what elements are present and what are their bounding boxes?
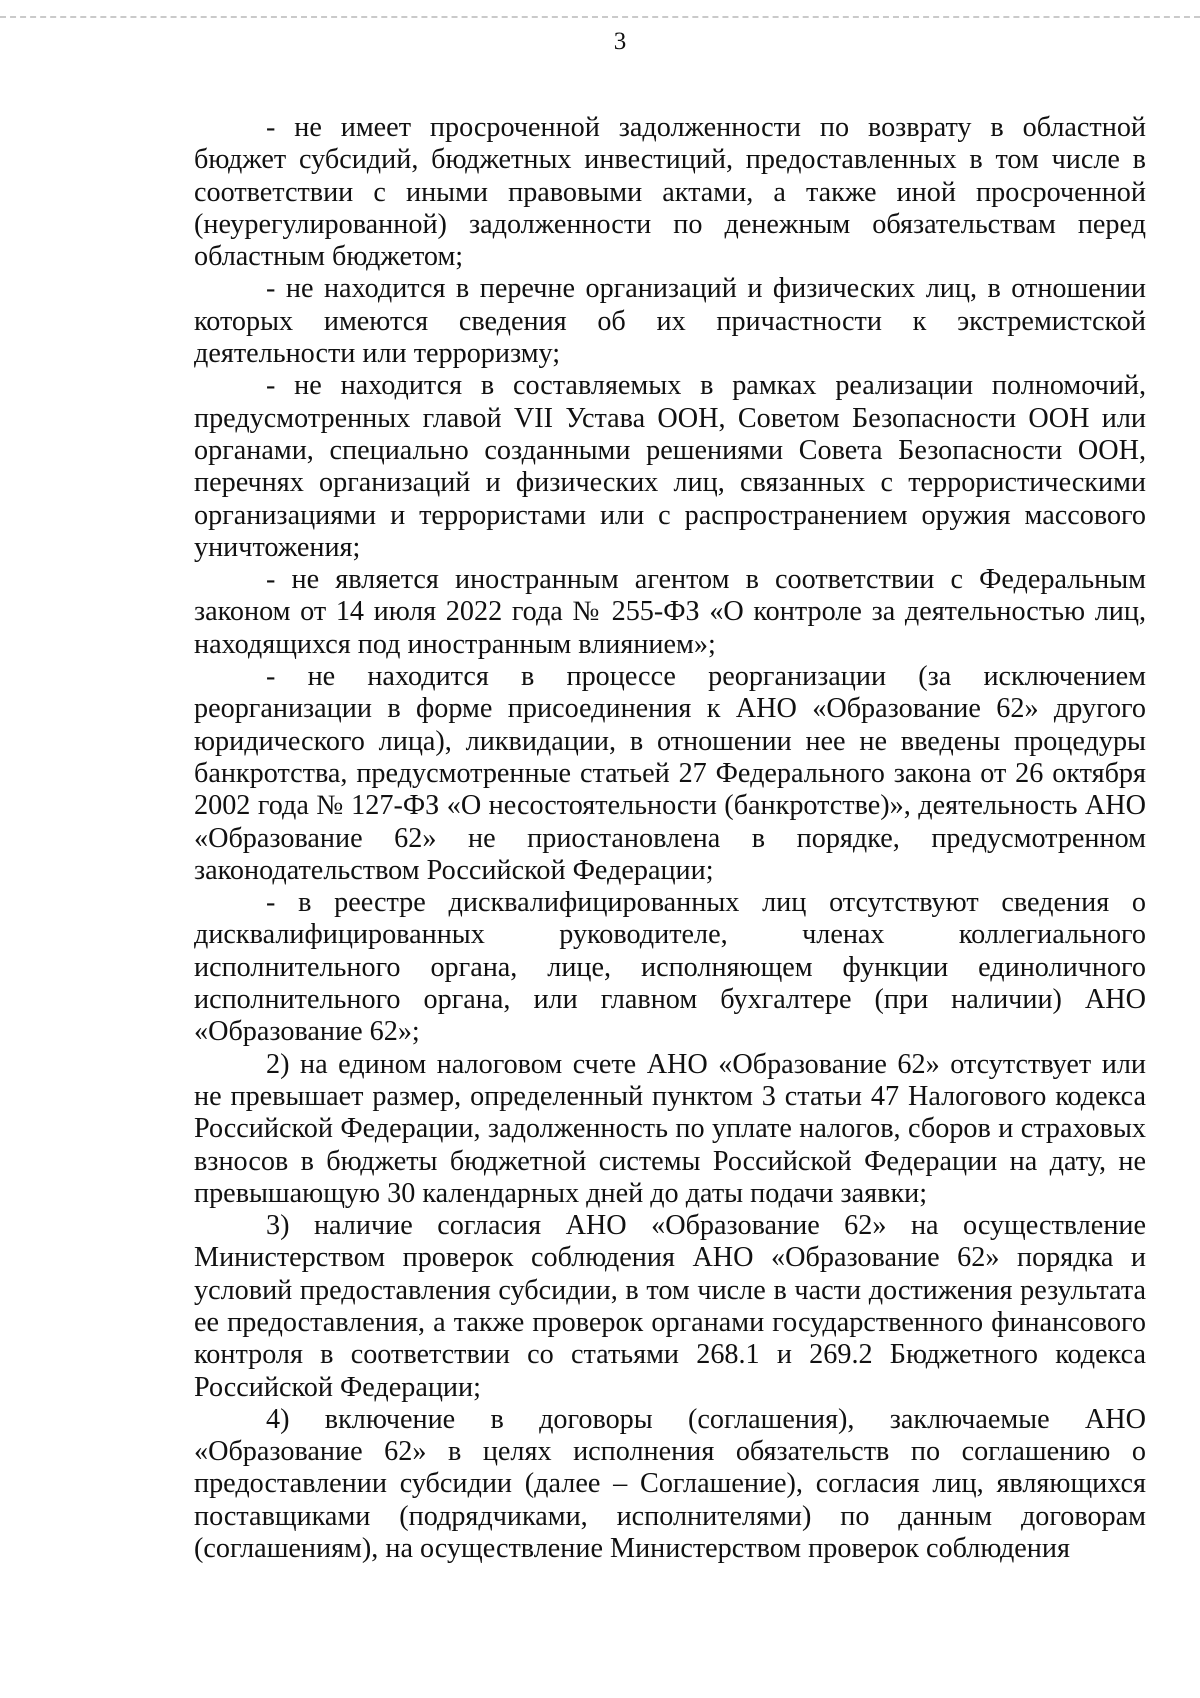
scan-edge-line xyxy=(0,16,1200,18)
paragraph-tax-account: 2) на едином налоговом счете АНО «Образование 62» отсутствует или не превышает размер, определенный пунктом 3 статьи 47 Налогового кодекса Российской Федерации, задолженность по уплате налогов, сборов и страховых взносов в бюджеты бюджетной системы Российской Федерации на дату, не превышающую 30 календарных дней до даты подачи заявки; xyxy=(194,1048,1146,1209)
paragraph-disqualified-persons: - в реестре дисквалифицированных лиц отсутствуют сведения о дисквалифицированных руководителе, членах коллегиального исполнительного органа, лице, исполняющем функции единоличного исполнительного органа, или главном бухгалтере (при наличии) АНО «Образование 62»; xyxy=(194,887,1146,1048)
paragraph-reorganization: - не находится в процессе реорганизации (за исключением реорганизации в форме присоединения к АНО «Образование 62» другого юридического лица), ликвидации, в отношении нее не введены процедуры банкротства, предусмотренные статьей 27 Федерального закона от 26 октября 2002 года № 127-ФЗ «О несостоятельности (банкротстве)», деятельность АНО «Образование 62» не приостановлена в порядке, предусмотренном законодательством Российской Федерации; xyxy=(194,661,1146,886)
paragraph-contracts-consent: 4) включение в договоры (соглашения), заключаемые АНО «Образование 62» в целях исполнения обязательств по соглашению о предоставлении субсидии (далее – Соглашение), согласия лиц, являющихся поставщиками (подрядчиками, исполнителями) по данным договорам (соглашениям), на осуществление Министерством проверок соблюдения xyxy=(194,1403,1146,1565)
document-body xyxy=(194,112,1146,1565)
paragraph-un-lists: - не находится в составляемых в рамках реализации полномочий, предусмотренных главой VII Устава ООН, Советом Безопасности ООН или органами, специально созданными решениями Совета Безопасности ООН, перечнях организаций и физических лиц, связанных с террористическими организациями и террористами или с распространением оружия массового уничтожения; xyxy=(194,370,1146,563)
paragraph-extremism-list: - не находится в перечне организаций и физических лиц, в отношении которых имеются сведения об их причастности к экстремистской деятельности или терроризму; xyxy=(194,273,1146,370)
page-number: 3 xyxy=(613,28,627,55)
paragraph-inspection-consent: 3) наличие согласия АНО «Образование 62» на осуществление Министерством проверок соблюдения АНО «Образование 62» порядка и условий предоставления субсидии, в том числе в части достижения результата ее предоставления, а также проверок органами государственного финансового контроля в соответствии со статьями 268.1 и 269.2 Бюджетного кодекса Российской Федерации; xyxy=(194,1210,1146,1403)
paragraph-foreign-agent: - не является иностранным агентом в соответствии с Федеральным законом от 14 июля 2022 года № 255-ФЗ «О контроле за деятельностью лиц, находящихся под иностранным влиянием»; xyxy=(194,564,1146,660)
paragraph-overdue-debt: - не имеет просроченной задолженности по возврату в областной бюджет субсидий, бюджетных инвестиций, предоставленных в том числе в соответствии с иными правовыми актами, а также иной просроченной (неурегулированной) задолженности по денежным обязательствам перед областным бюджетом; xyxy=(194,112,1146,273)
